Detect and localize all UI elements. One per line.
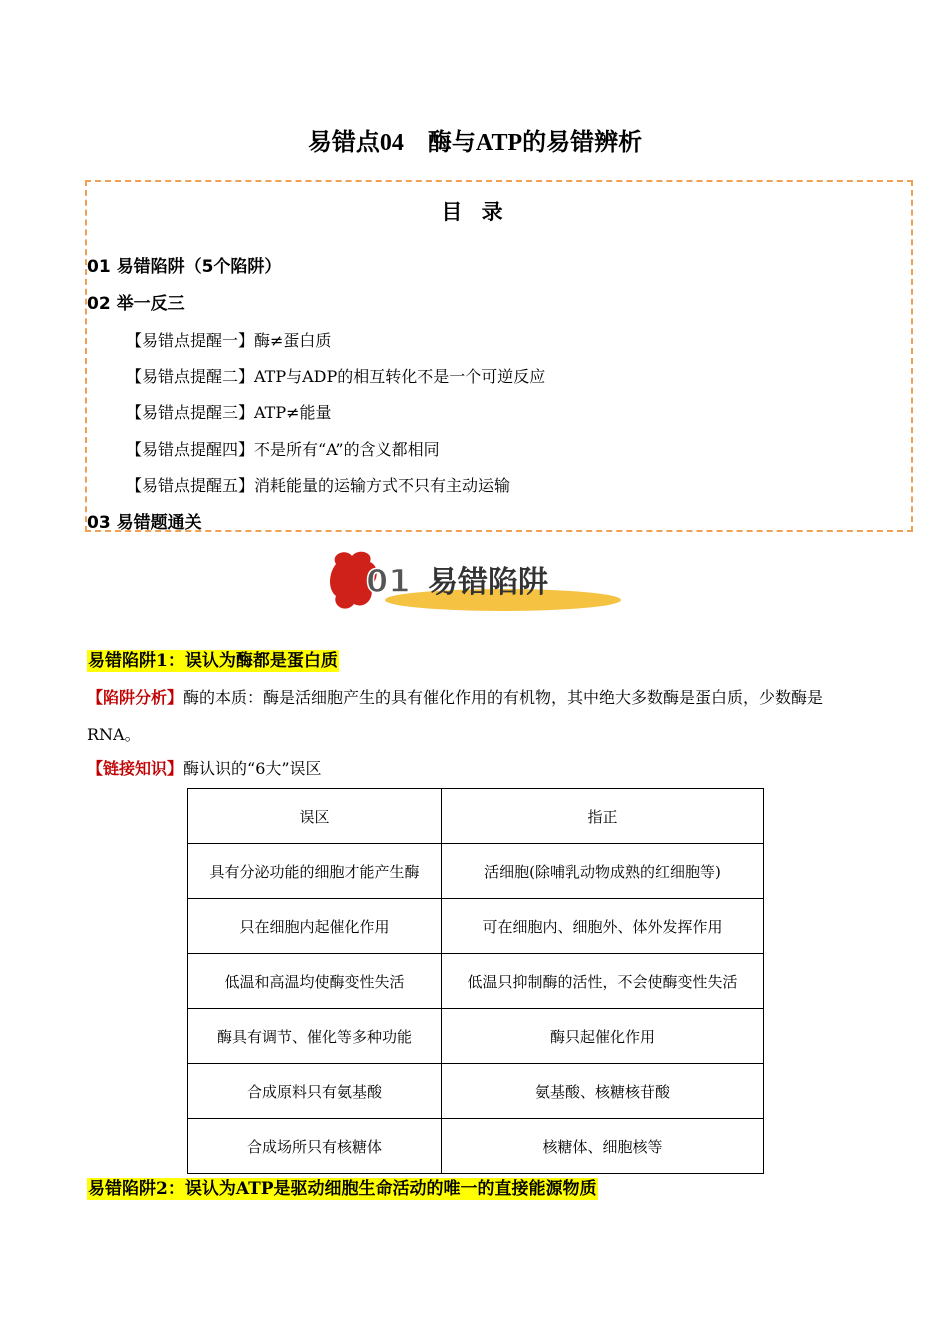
table-row [188, 1064, 764, 1119]
toc-item-1: 【易错点提醒一】酶≠蛋白质 [126, 331, 332, 350]
toc-section-3: 03 易错题通关 [87, 513, 202, 533]
link-text: 酶认识的“6大”误区 [183, 759, 322, 778]
table-row [188, 1009, 764, 1064]
page-title: 易错点04 酶与ATP的易错辨析 [307, 130, 643, 156]
table-row [188, 899, 764, 954]
table-cell: 酶只起催化作用 [442, 1009, 764, 1064]
table-cell: 可在细胞内、细胞外、体外发挥作用 [442, 899, 764, 954]
analysis-text: 酶的本质：酶是活细胞产生的具有催化作用的有机物，其中绝大多数酶是蛋白质，少数酶是 [183, 688, 824, 707]
banner-number: 01 [366, 562, 411, 600]
table-cell: 只在细胞内起催化作用 [188, 899, 442, 954]
table-header-cell: 指正 [442, 789, 764, 844]
table-row [188, 844, 764, 899]
toc-section-1: 01 易错陷阱（5个陷阱） [87, 257, 282, 277]
trap-1-analysis [87, 687, 877, 709]
analysis-label: 【陷阱分析】 [87, 688, 184, 707]
table-cell: 核糖体、细胞核等 [442, 1119, 764, 1174]
table-row [188, 1119, 764, 1174]
trap-2-title: 易错陷阱2：误认为ATP是驱动细胞生命活动的唯一的直接能源物质 [88, 1179, 597, 1199]
table-cell: 具有分泌功能的细胞才能产生酶 [188, 844, 442, 899]
table-cell: 合成原料只有氨基酸 [188, 1064, 442, 1119]
toc-heading: 目 录 [441, 200, 509, 224]
table-header-cell: 误区 [188, 789, 442, 844]
toc-item-4: 【易错点提醒四】不是所有“A”的含义都相同 [126, 440, 440, 459]
trap-1-link [87, 758, 877, 780]
toc-item-3: 【易错点提醒三】ATP≠能量 [126, 403, 332, 422]
toc-section-2: 02 举一反三 [87, 294, 185, 314]
table-cell: 活细胞(除哺乳动物成熟的红细胞等) [442, 844, 764, 899]
toc-item-2: 【易错点提醒二】ATP与ADP的相互转化不是一个可逆反应 [126, 367, 546, 386]
misconception-table [187, 788, 764, 1174]
trap-1-analysis-cont: RNA。 [87, 725, 141, 744]
table-cell: 低温和高温均使酶变性失活 [188, 954, 442, 1009]
section-banner [328, 548, 628, 618]
table-cell: 合成场所只有核糖体 [188, 1119, 442, 1174]
table-cell: 酶具有调节、催化等多种功能 [188, 1009, 442, 1064]
table-row [188, 954, 764, 1009]
trap-1-title: 易错陷阱1：误认为酶都是蛋白质 [88, 651, 338, 671]
toc-item-5: 【易错点提醒五】消耗能量的运输方式不只有主动运输 [126, 476, 511, 495]
link-label: 【链接知识】 [87, 759, 184, 778]
table-cell: 氨基酸、核糖核苷酸 [442, 1064, 764, 1119]
table-header-row [188, 789, 764, 844]
table-cell: 低温只抑制酶的活性，不会使酶变性失活 [442, 954, 764, 1009]
banner-text: 易错陷阱 [428, 565, 548, 600]
